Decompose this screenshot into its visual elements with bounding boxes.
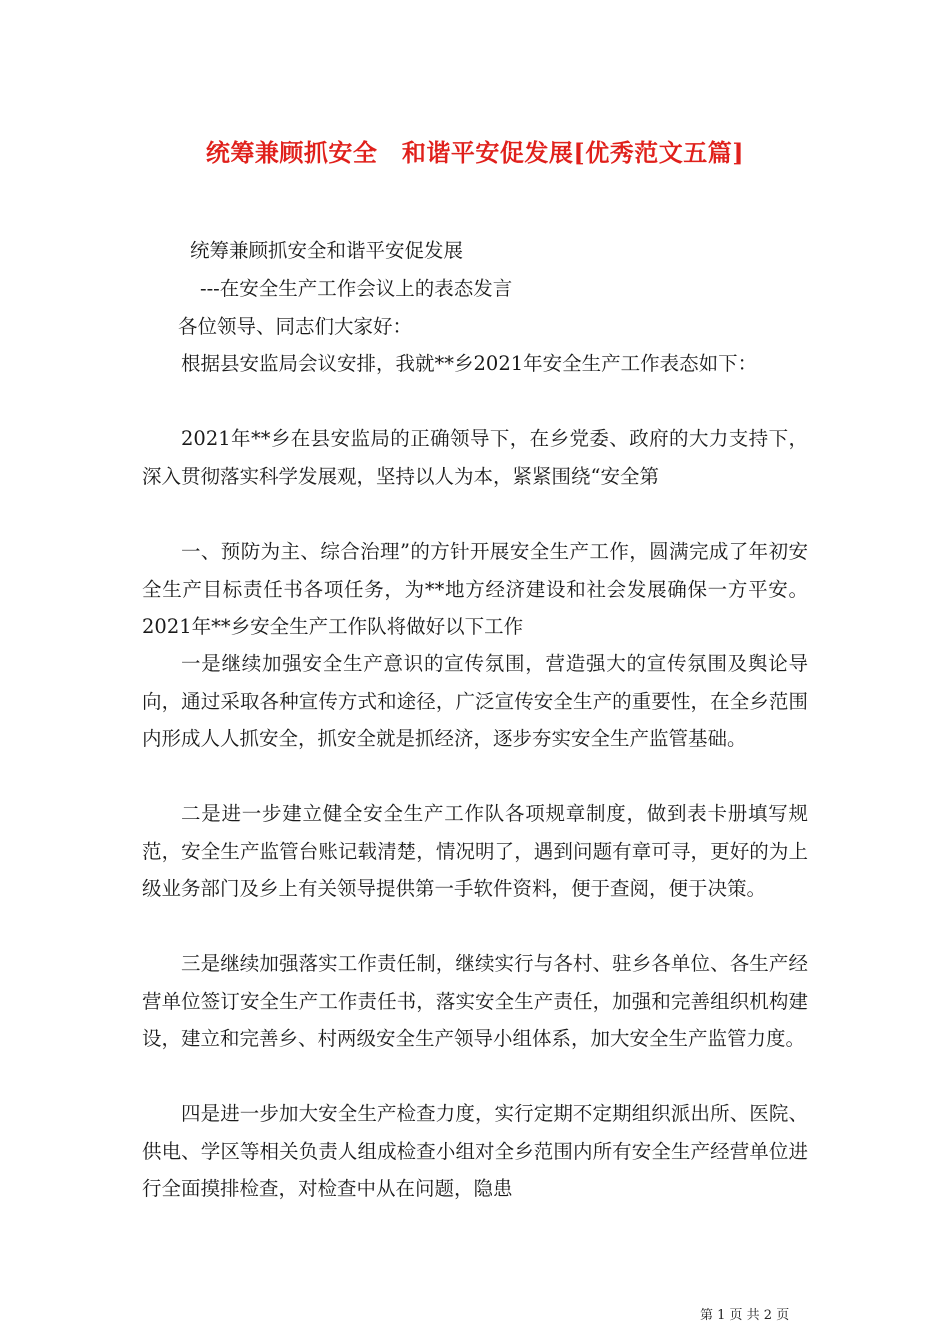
document-heading: 统筹兼顾抓安全和谐平安促发展 (190, 239, 464, 262)
page-number: 第 1 页 共 2 页 (700, 1308, 790, 1323)
paragraph-7: 四是进一步加大安全生产检查力度，实行定期不定期组织派出所、医院、供电、学区等相关负责人组成检查小组对全乡范围内所有安全生产经营单位进行全面摸排检查，对检查中从在问题，隐患 (142, 1102, 808, 1200)
paragraph-3: 一、预防为主、综合治理”的方针开展安全生产工作，圆满完成了年初安全生产目标责任书各项任务，为**地方经济建设和社会发展确保一方平安。2021年**乡安全生产工作队将做好以下工作 (142, 540, 808, 638)
paragraph-4: 一是继续加强安全生产意识的宣传氛围，营造强大的宣传氛围及舆论导向，通过采取各种宣传方式和途径，广泛宣传安全生产的重要性，在全乡范围内形成人人抓安全，抓安全就是抓经济，逐步夯实安全生产监管基础。 (142, 652, 808, 750)
paragraph-2: 2021年**乡在县安监局的正确领导下，在乡党委、政府的大力支持下，深入贯彻落实科学发展观，坚持以人为本，紧紧围绕“安全第 (142, 427, 808, 488)
paragraph-6: 三是继续加强落实工作责任制，继续实行与各村、驻乡各单位、各生产经营单位签订安全生产工作责任书，落实安全生产责任，加强和完善组织机构建设，建立和完善乡、村两级安全生产领导小组体系，加大安全生产监管力度。 (142, 952, 808, 1050)
paragraph-1: 根据县安监局会议安排，我就**乡2021年安全生产工作表态如下： (181, 352, 758, 375)
greeting: 各位领导、同志们大家好： (178, 315, 413, 338)
document-title: 统筹兼顾抓安全 和谐平安促发展[优秀范文五篇] (205, 138, 745, 167)
paragraph-5: 二是进一步建立健全安全生产工作队各项规章制度，做到表卡册填写规范，安全生产监管台账记载清楚，情况明了，遇到问题有章可寻，更好的为上级业务部门及乡上有关领导提供第一手软件资料，便于查阅，便于决策。 (142, 802, 808, 900)
document-subheading: ---在安全生产工作会议上的表态发言 (200, 277, 513, 300)
